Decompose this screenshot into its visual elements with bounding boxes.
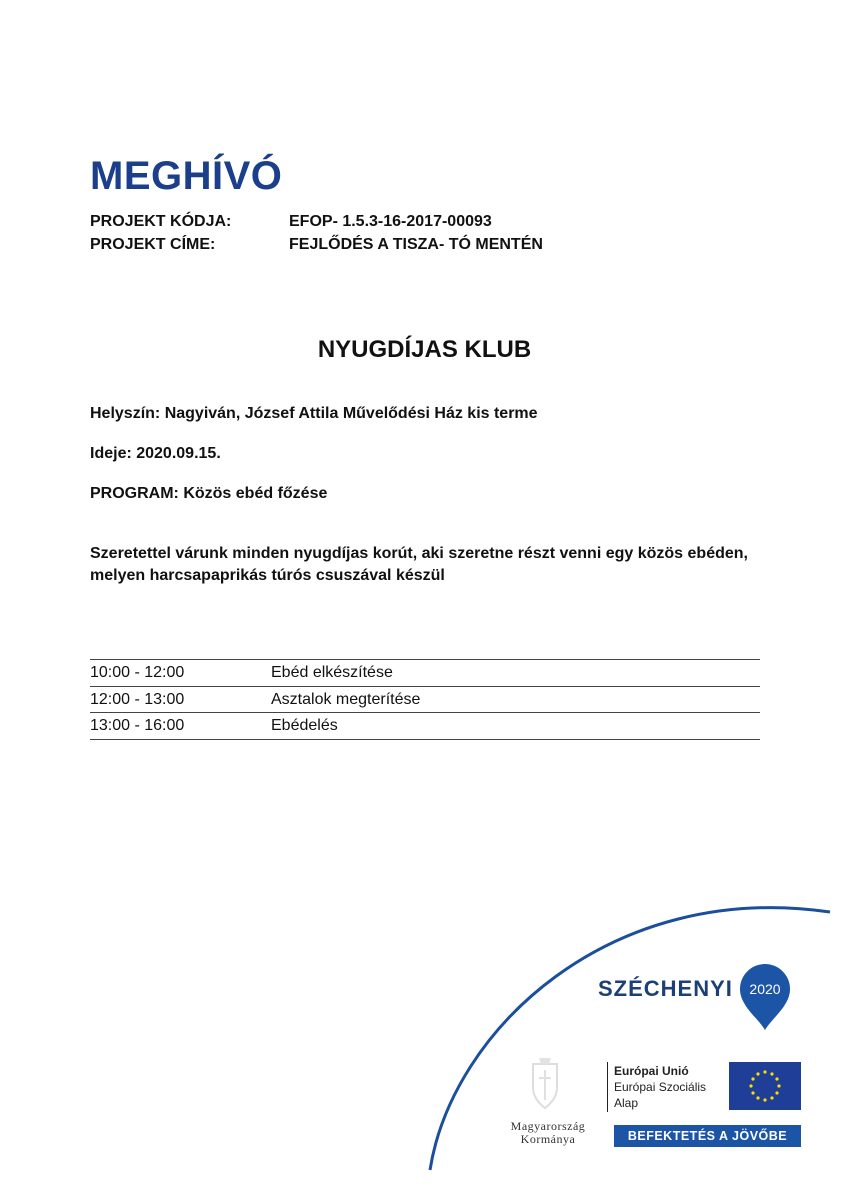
schedule-time: 13:00 - 16:00: [90, 717, 185, 734]
event-description: Szeretettel várunk minden nyugdíjas korút, aki szeretne részt venni egy közös ebéden, melyen harcsapaprikás túrós csuszával készül: [90, 545, 748, 584]
invitation-title: MEGHÍVÓ: [90, 154, 283, 198]
hungarian-crest-icon: [527, 1050, 563, 1114]
event-location: Helyszín: Nagyiván, József Attila Művelődési Ház kis terme: [90, 405, 538, 422]
szechenyi-year: 2020: [749, 981, 781, 997]
project-title-value: FEJLŐDÉS A TISZA- TÓ MENTÉN: [289, 236, 543, 253]
szechenyi-pin-icon: [738, 962, 792, 1032]
event-heading: NYUGDÍJAS KLUB: [317, 336, 532, 363]
eu-flag-icon: [729, 1062, 801, 1110]
schedule-activity: Asztalok megterítése: [271, 690, 421, 708]
project-code-label: PROJEKT KÓDJA:: [90, 213, 232, 230]
schedule-activity: Ebéd elkészítése: [271, 664, 393, 681]
schedule-time: 10:00 - 12:00: [90, 664, 185, 681]
gov-line-2: Kormánya: [520, 1132, 576, 1146]
eu-line-1: Európai Unió: [614, 1064, 689, 1078]
invest-banner: BEFEKTETÉS A JÖVŐBE: [614, 1125, 801, 1147]
event-date: Ideje: 2020.09.15.: [90, 445, 221, 462]
project-title-label: PROJEKT CÍME:: [90, 236, 216, 253]
gov-line-1: Magyarország: [510, 1119, 586, 1133]
schedule-activity: Ebédelés: [271, 717, 338, 734]
eu-line-2: Európai Szociális: [614, 1080, 707, 1094]
eu-fund-text: [614, 1063, 706, 1111]
szechenyi-logo-text: SZÉCHENYI: [598, 976, 733, 1001]
eu-divider: [607, 1062, 608, 1112]
project-code-value: EFOP- 1.5.3-16-2017-00093: [289, 213, 492, 230]
eu-line-3: Alap: [614, 1096, 639, 1110]
government-logo-text: [495, 1120, 601, 1146]
schedule-time: 12:00 - 13:00: [90, 690, 185, 708]
event-program: PROGRAM: Közös ebéd főzése: [90, 485, 328, 502]
